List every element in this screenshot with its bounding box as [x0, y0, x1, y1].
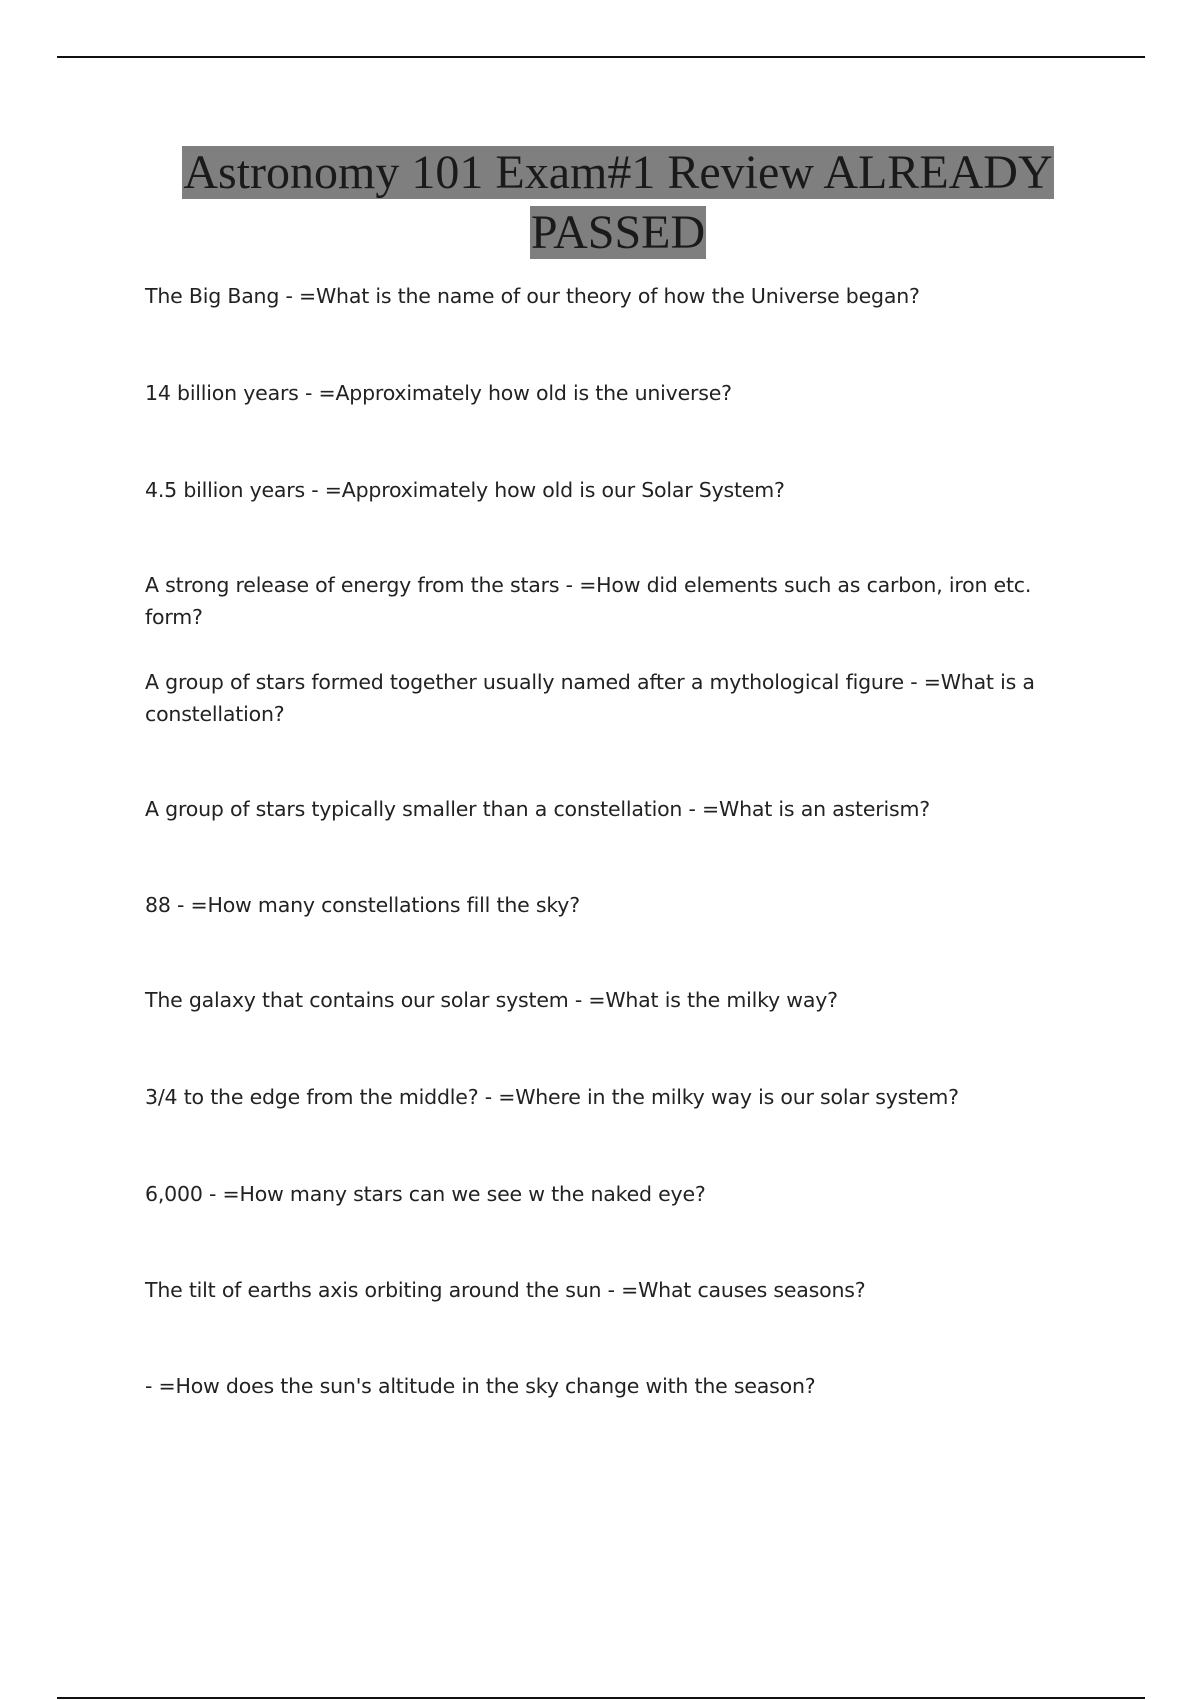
qa-item: A group of stars typically smaller than a constellation - =What is an asterism? — [145, 797, 930, 821]
qa-item: The galaxy that contains our solar system - =What is the milky way? — [145, 988, 838, 1012]
footer-rule — [57, 1697, 1145, 1699]
qa-item: 88 - =How many constellations fill the sky? — [145, 893, 580, 917]
qa-item: 3/4 to the edge from the middle? - =Where in the milky way is our solar system? — [145, 1085, 959, 1109]
qa-item: - =How does the sun's altitude in the sky change with the season? — [145, 1374, 816, 1398]
qa-item: 6,000 - =How many stars can we see w the naked eye? — [145, 1182, 706, 1206]
title-line-2: PASSED — [530, 206, 706, 259]
qa-item: 14 billion years - =Approximately how old is the universe? — [145, 381, 732, 405]
title-line-1: Astronomy 101 Exam#1 Review ALREADY — [183, 146, 1053, 199]
qa-item: A strong release of energy from the stars - =How did elements such as carbon, iron etc. form? — [145, 573, 1032, 629]
qa-item: 4.5 billion years - =Approximately how old is our Solar System? — [145, 478, 785, 502]
qa-item: The Big Bang - =What is the name of our theory of how the Universe began? — [145, 284, 920, 308]
qa-item: The tilt of earths axis orbiting around the sun - =What causes seasons? — [145, 1278, 866, 1302]
qa-item: A group of stars formed together usually named after a mythological figure - =What is a constellation? — [145, 670, 1035, 726]
